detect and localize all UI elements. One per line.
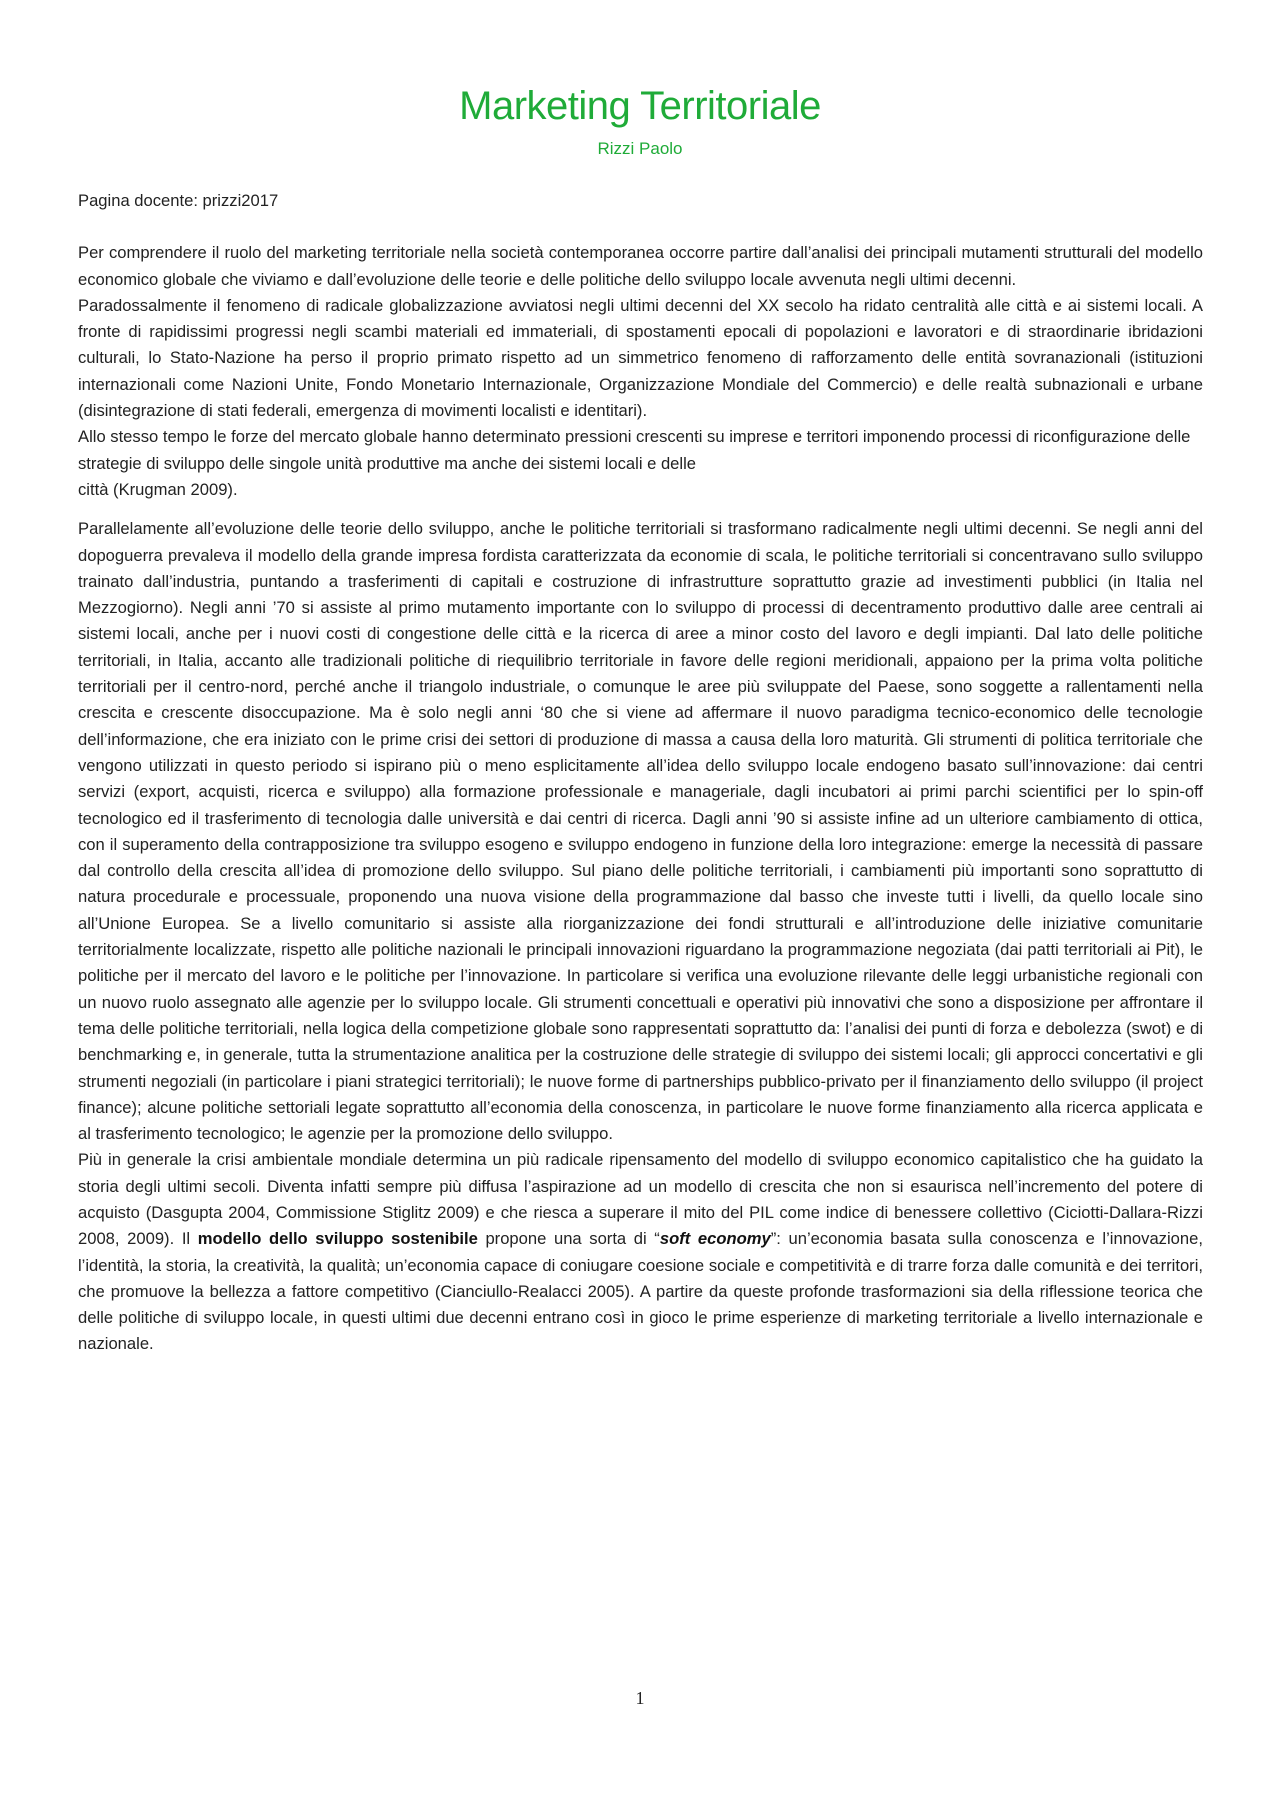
paragraph-sustainable-development <box>78 1147 1203 1357</box>
paragraph-territorial-policies: Parallelamente all’evoluzione delle teorie dello sviluppo, anche le politiche territoriali si trasformano radicalmente negli ultimi decenni. Se negli anni del dopoguerra prevaleva il modello della grande impresa fordista caratterizzata da economie di scala, le politiche territoriali si concentravano sullo sviluppo trainato dall’industria, puntando a trasferimenti di capitali e costruzione di infrastrutture soprattutto grazie ad investimenti pubblici (in Italia nel Mezzogiorno). Negli anni ’70 si assiste al primo mutamento importante con lo sviluppo di processi di decentramento produttivo dalle aree centrali ai sistemi locali, anche per i nuovi costi di congestione delle città e la ricerca di aree a minor costo del lavoro e degli impianti. Dal lato delle politiche territoriali, in Italia, accanto alle tradizionali politiche di riequilibrio territoriale in favore delle regioni meridionali, appaiono per la prima volta politiche territoriali per il centro-nord, perché anche il triangolo industriale, o comunque le aree più sviluppate del Paese, sono soggette a rallentamenti nella crescita e crescente disoccupazione. Ma è solo negli anni ‘80 che si viene ad affermare il nuovo paradigma tecnico-economico delle tecnologie dell’informazione, che era iniziato con le prime crisi dei settori di produzione di massa a causa della loro maturità. Gli strumenti di politica territoriale che vengono utilizzati in questo periodo si ispirano più o meno esplicitamente all’idea dello sviluppo locale endogeno basato sull’innovazione: dai centri servizi (export, acquisti, ricerca e sviluppo) alla formazione professionale e manageriale, dagli incubatori ai primi parchi scientifici per lo spin-off tecnologico ed il trasferimento di tecnologia dalle università e dai centri di ricerca. Dagli anni ’90 si assiste infine ad un ulteriore cambiamento di ottica, con il superamento della contrapposizione tra sviluppo esogeno e sviluppo endogeno in funzione della loro integrazione: emerge la necessità di passare dal controllo della crescita all’idea di promozione dello sviluppo. Sul piano delle politiche territoriali, i cambiamenti più importanti sono soprattutto di natura procedurale e processuale, proponendo una nuova visione della programmazione dal basso che investe tutti i livelli, da quello locale sino all’Unione Europea. Se a livello comunitario si assiste alla riorganizzazione dei fondi strutturali e all’introduzione delle iniziative comunitarie territorialmente localizzate, rispetto alle politiche nazionali le principali innovazioni riguardano la programmazione negoziata (dai patti territoriali ai Pit), le politiche per il mercato del lavoro e le politiche per l’innovazione. In particolare si verifica una evoluzione rilevante delle leggi urbanistiche regionali con un nuovo ruolo assegnato alle agenzie per lo sviluppo locale. Gli strumenti concettuali e operativi più innovativi che sono a disposizione per affrontare il tema delle politiche territoriali, nella logica della competizione globale sono rappresentati soprattutto da: l’analisi dei punti di forza e debolezza (swot) e di benchmarking e, in generale, tutta la strumentazione analitica per la costruzione delle strategie di sviluppo dei sistemi locali; gli approcci concertativi e gli strumenti negoziali (in particolare i piani strategici territoriali); le nuove forme di partnerships pubblico-privato per il finanziamento dello sviluppo (il project finance); alcune politiche settoriali legate soprattutto all’economia della conoscenza, in particolare le nuove forme finanziamento alla ricerca applicata e al trasferimento tecnologico; le agenzie per la promozione dello sviluppo. <box>78 519 1203 1144</box>
document-author: Rizzi Paolo <box>597 139 683 158</box>
p5-text-start: Più in generale la crisi ambientale mondiale determina un più radicale ripensamento del modello di sviluppo economico capitalistico che ha guidato la storia degli ultimi secoli. Diventa infatti sempre più diffusa l’aspirazione ad un modello di crescita che non si esaurisca nell’incremento del potere di acquisto (Dasgupta 2004, Commissione Stiglitz 2009) e che riesca a superare il mito del PIL come indice di benessere collettivo (Ciciotti-Dallara-Rizzi 2008, 2009). Il <box>78 1150 1203 1249</box>
document-body <box>78 188 1203 1358</box>
paragraph-globalization: Paradossalmente il fenomeno di radicale globalizzazione avviatosi negli ultimi decenni del XX secolo ha ridato centralità alle città e ai sistemi locali. A fronte di rapidissimi progressi negli scambi materiali ed immateriali, di spostamenti epocali di popolazioni e lavoratori e di straordinarie ibridazioni culturali, lo Stato-Nazione ha perso il proprio primato rispetto ad un simmetrico fenomeno di rafforzamento delle entità sovranazionali (istituzioni internazionali come Nazioni Unite, Fondo Monetario Internazionale, Organizzazione Mondiale del Commercio) e delle realtà subnazionali e urbane (disintegrazione di stati federali, emergenza di movimenti localisti e identitari). <box>78 295 1203 421</box>
paragraph-intro: Per comprendere il ruolo del marketing territoriale nella società contemporanea occorre partire dall’analisi dei principali mutamenti strutturali del modello economico globale che viviamo e dall’evoluzione delle teorie e delle politiche dello sviluppo locale avvenuta negli ultimi decenni. <box>78 243 1203 289</box>
page-number: 1 <box>635 1688 645 1708</box>
p5-text-end: ”: un’economia basata sulla conoscenza e l’innovazione, l’identità, la storia, la creatività, la qualità; un’economia capace di coniugare coesione sociale e competitività e di trarre forza dalle comunità e dei territori, che promuove la bellezza a fattore competitivo (Cianciullo-Realacci 2005). A partire da queste profonde trasformazioni sia della riflessione teorica che delle politiche di sviluppo locale, in questi ultimi due decenni entrano così in gioco le prime esperienze di marketing territoriale a livello internazionale e nazionale. <box>78 1229 1203 1354</box>
soft-economy-italic: soft economy <box>659 1229 771 1249</box>
p5-text-mid: propone una sorta di “ <box>477 1229 660 1249</box>
document-title: Marketing Territoriale <box>459 84 821 128</box>
teacher-page-line: Pagina docente: prizzi2017 <box>78 191 279 210</box>
paragraph-global-market: Allo stesso tempo le forze del mercato globale hanno determinato pressioni crescenti su imprese e territori imponendo processi di riconfigurazione delle strategie di sviluppo delle singole unità produttive ma anche dei sistemi locali e delle <box>78 427 1191 473</box>
paragraph-global-market-end: città (Krugman 2009). <box>78 479 238 499</box>
sustainable-model-bold: modello dello sviluppo sostenibile <box>197 1229 478 1249</box>
